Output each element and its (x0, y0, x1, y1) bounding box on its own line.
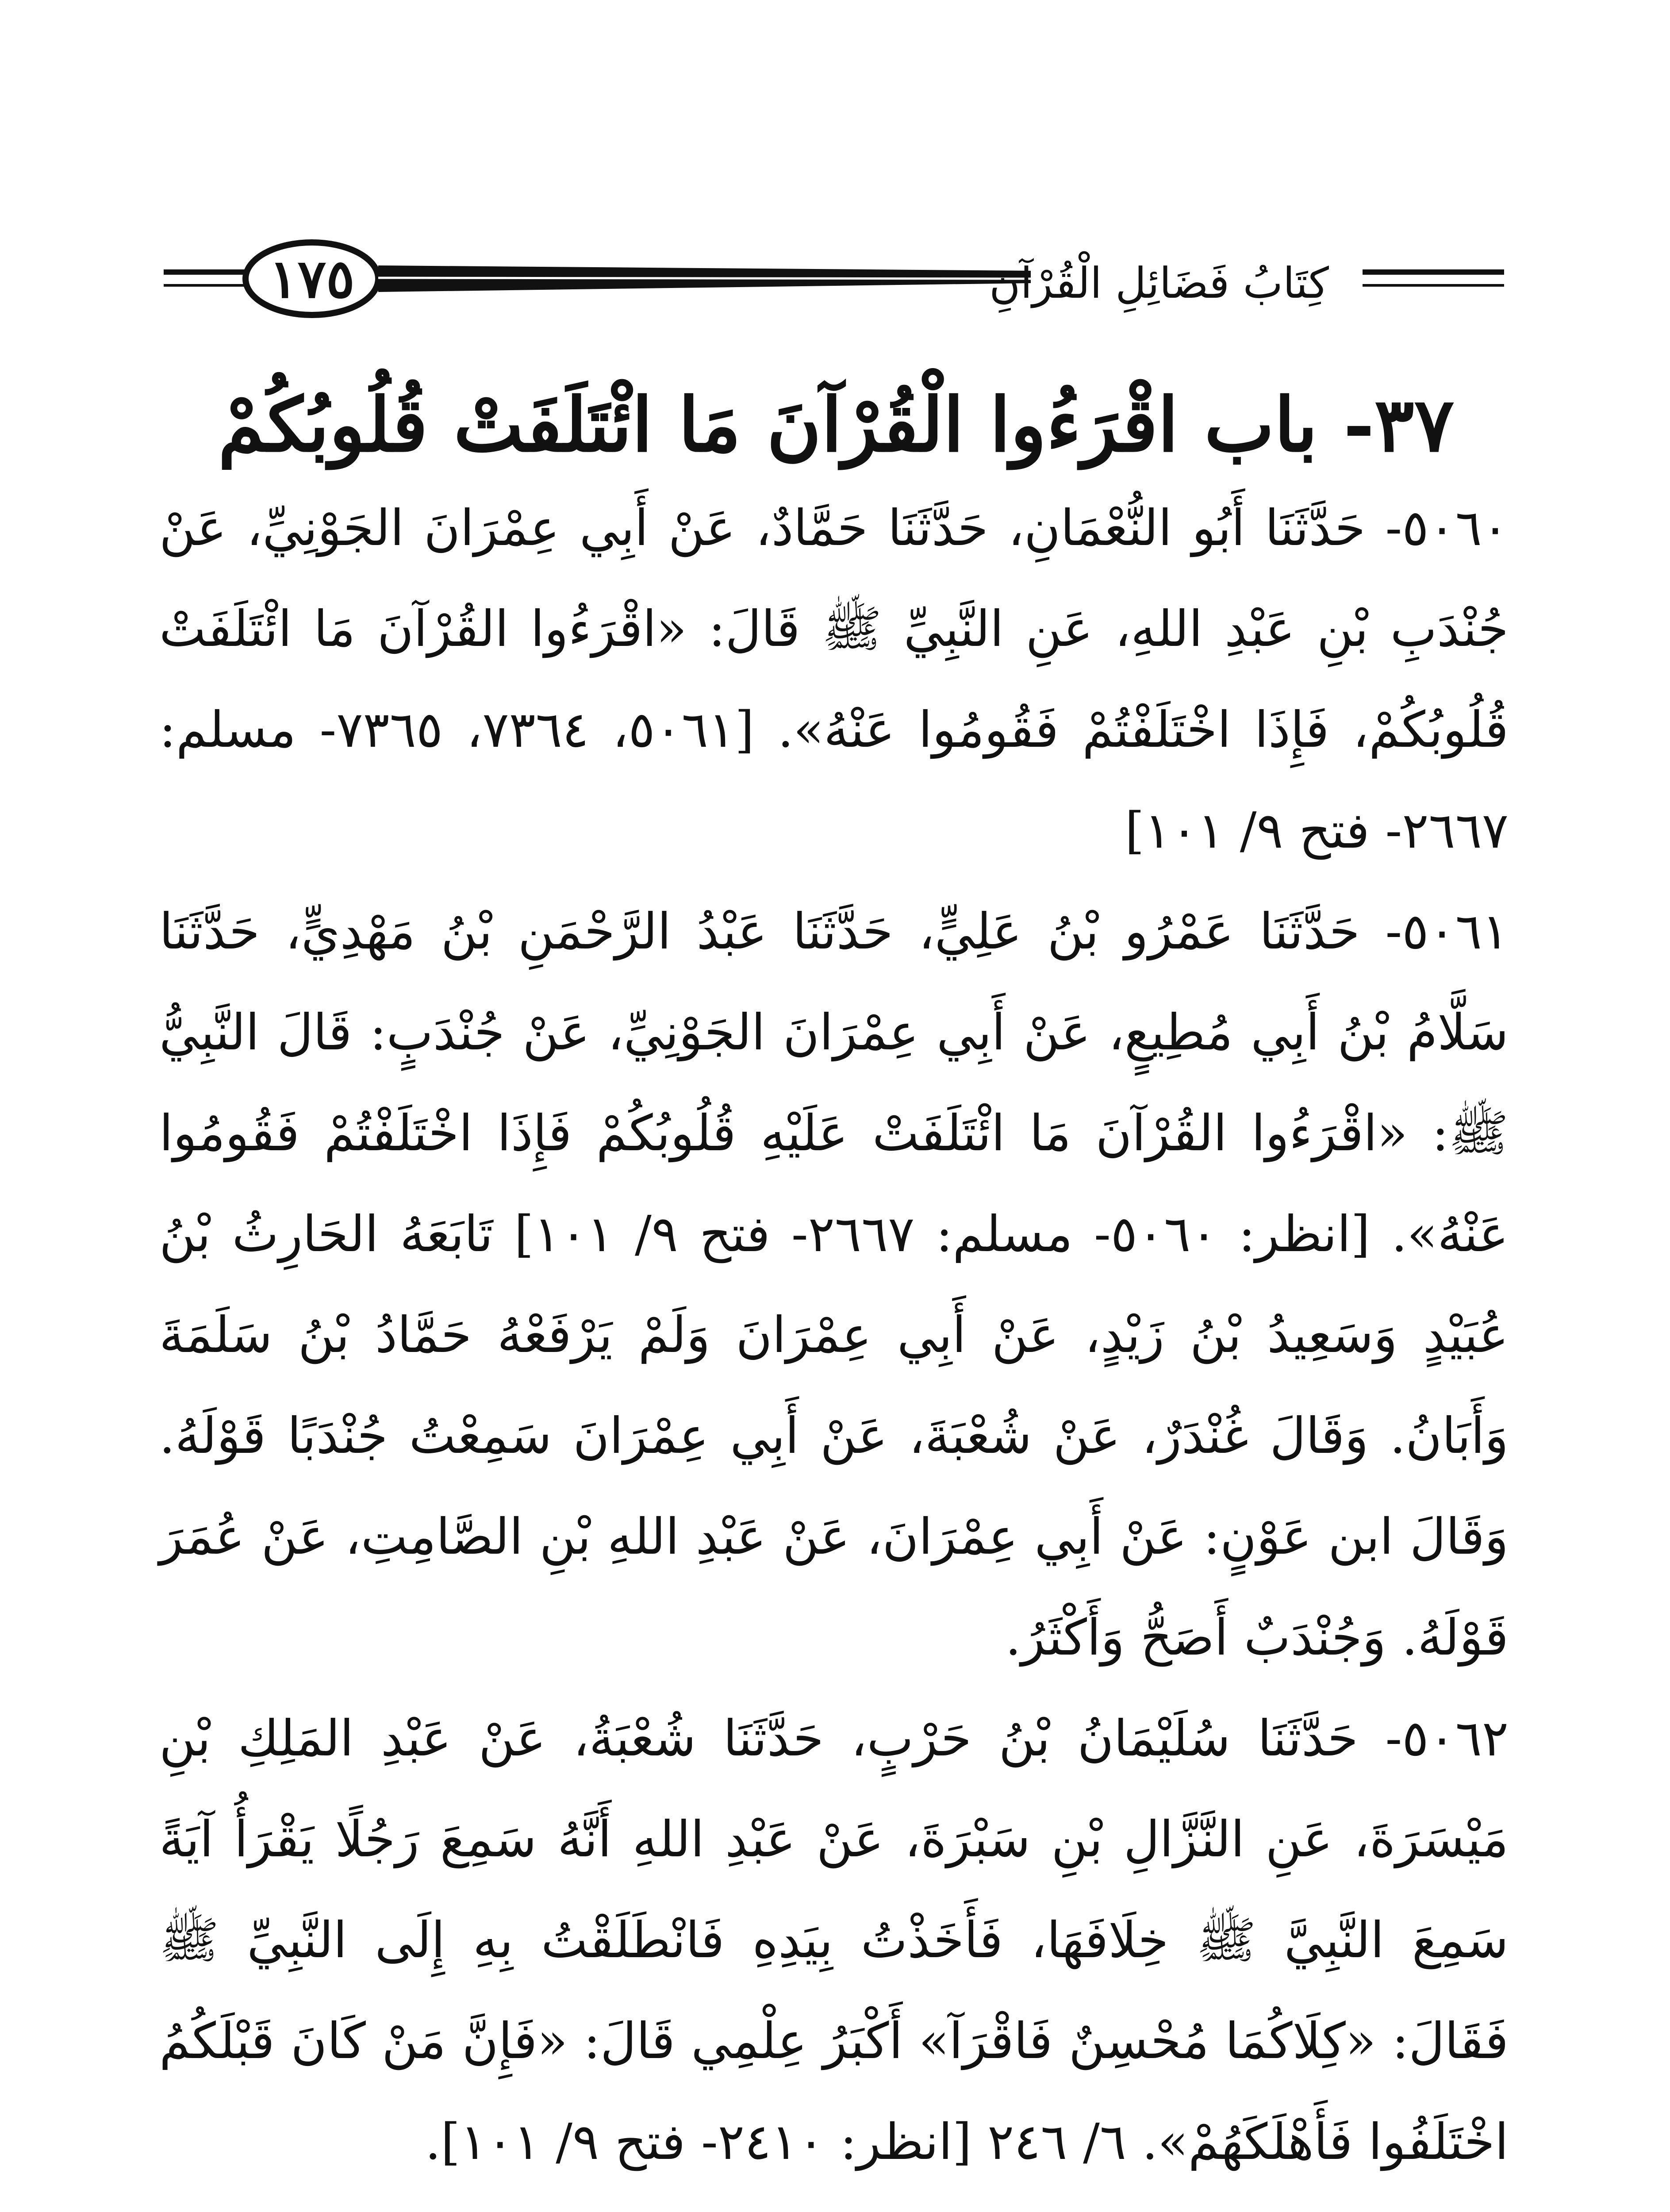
page-number: ١٧٥ (269, 247, 355, 310)
page-header (0, 0, 1670, 354)
chapter-heading: ٣٧- باب اقْرَءُوا الْقُرْآنَ مَا ائْتَلَفَتْ قُلُوبُكُمْ (218, 381, 1455, 469)
page-content (159, 478, 1509, 2212)
book-title: كِتَابُ فَضَائِلِ الْقُرْآنِ (989, 258, 1329, 308)
hadith-5060: ٥٠٦٠- حَدَّثَنَا أَبُو النُّعْمَانِ، حَدَّثَنَا حَمَّادٌ، عَنْ أَبِي عِمْرَانَ الجَوْنِيِّ، عَنْ جُنْدَبِ بْنِ عَبْدِ اللهِ، عَنِ النَّبِيِّ ﷺ قَالَ: «اقْرَءُوا القُرْآنَ مَا ائْتَلَفَتْ قُلُوبُكُمْ، فَإِذَا اخْتَلَفْتُمْ فَقُومُوا عَنْهُ». [٥٠٦١، ٧٣٦٤، ٧٣٦٥- مسلم: ٢٦٦٧- فتح ٩/ ١٠١] (159, 499, 1509, 860)
commentary-paragraph-1 (159, 2210, 1509, 2212)
hadith-5062: ٥٠٦٢- حَدَّثَنَا سُلَيْمَانُ بْنُ حَرْبٍ، حَدَّثَنَا شُعْبَةُ، عَنْ عَبْدِ المَلِكِ بْنِ مَيْسَرَةَ، عَنِ النَّزَّالِ بْنِ سَبْرَةَ، عَنْ عَبْدِ اللهِ أَنَّهُ سَمِعَ رَجُلًا يَقْرَأُ آيَةً سَمِعَ النَّبِيَّ ﷺ خِلَافَهَا، فَأَخَذْتُ بِيَدِهِ فَانْطَلَقْتُ بِهِ إِلَى النَّبِيِّ ﷺ فَقَالَ: «كِلَاكُمَا مُحْسِنٌ فَاقْرَآ» أَكْبَرُ عِلْمِي قَالَ: «فَإِنَّ مَنْ كَانَ قَبْلَكُمُ اخْتَلَفُوا فَأَهْلَكَهُمْ». ٦/ ٢٤٦ [انظر: ٢٤١٠- فتح ٩/ ١٠١]. (159, 1710, 1509, 2171)
section-gap (159, 2193, 1509, 2210)
hadith-5061: ٥٠٦١- حَدَّثَنَا عَمْرُو بْنُ عَلِيٍّ، حَدَّثَنَا عَبْدُ الرَّحْمَنِ بْنُ مَهْدِيٍّ، حَدَّثَنَا سَلَّامُ بْنُ أَبِي مُطِيعٍ، عَنْ أَبِي عِمْرَانَ الجَوْنِيِّ، عَنْ جُنْدَبٍ: قَالَ النَّبِيُّ ﷺ: «اقْرَءُوا القُرْآنَ مَا ائْتَلَفَتْ عَلَيْهِ قُلُوبُكُمْ فَإِذَا اخْتَلَفْتُمْ فَقُومُوا عَنْهُ». [انظر: ٥٠٦٠- مسلم: ٢٦٦٧- فتح ٩/ ١٠١] تَابَعَهُ الحَارِثُ بْنُ عُبَيْدٍ وَسَعِيدُ بْنُ زَيْدٍ، عَنْ أَبِي عِمْرَانَ وَلَمْ يَرْفَعْهُ حَمَّادُ بْنُ سَلَمَةَ وَأَبَانُ. وَقَالَ غُنْدَرٌ، عَنْ شُعْبَةَ، عَنْ أَبِي عِمْرَانَ سَمِعْتُ جُنْدَبًا قَوْلَهُ. وَقَالَ ابن عَوْنٍ: عَنْ أَبِي عِمْرَانَ، عَنْ عَبْدِ اللهِ بْنِ الصَّامِتِ، عَنْ عُمَرَ قَوْلَهُ. وَجُنْدَبٌ أَصَحُّ وَأَكْثَرُ. (159, 903, 1509, 1667)
